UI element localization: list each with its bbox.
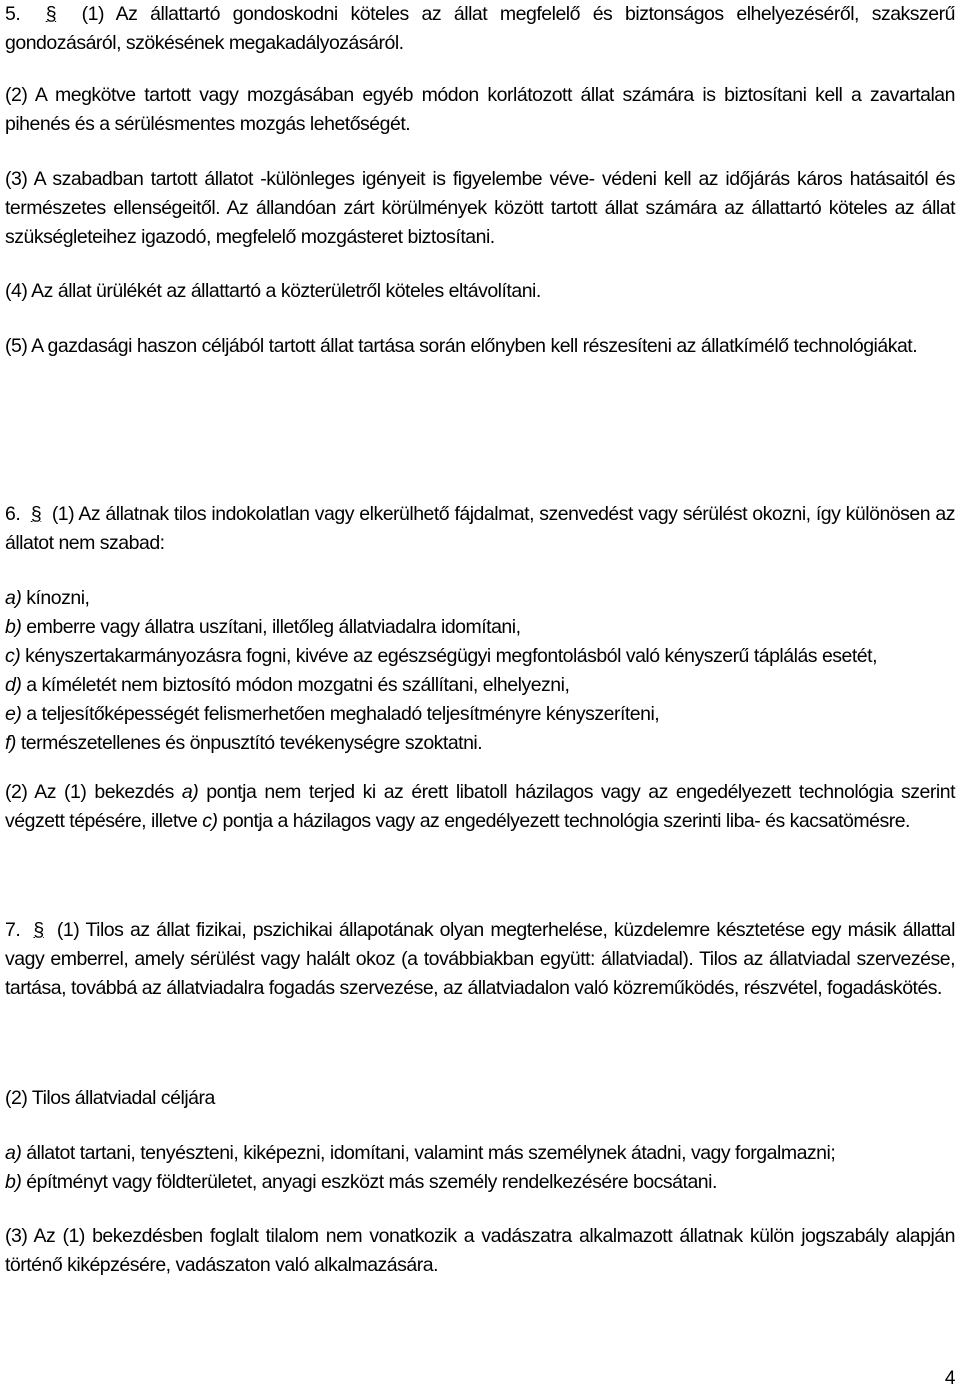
section-7-paragraph-1 — [5, 916, 955, 1003]
list-item: a) állatot tartani, tenyészteni, kiképezni, idomítani, valamint más személynek átadni, vagy forgalmazni; — [5, 1142, 836, 1164]
reference-c: c) — [202, 810, 218, 832]
section-5-paragraph-2 — [5, 81, 955, 139]
paragraph-text: (1) Tilos az állat fizikai, pszichikai állapotának olyan megterhelése, küzdelemre késztetése egy másik állattal vagy emberrel, amely sérülést vagy halált okoz (a továbbiakban együtt: állatviadal). Tilos az állatviadal szervezése, tartása, továbbá az állatviadalra fogadás szervezése, az állatviadalon való közreműködés, részvétel, fogadáskötés. — [5, 919, 955, 999]
paragraph-text: (1) Az állattartó gondoskodni köteles az állat megfelelő és biztonságos elhelyezéséről, szakszerű gondozásáról, szökésének megakadályozásáról. — [5, 3, 955, 54]
list-item: a) kínozni, — [5, 587, 90, 609]
reference-a: a) — [181, 781, 199, 803]
section-7-paragraph-3 — [5, 1222, 955, 1280]
section-5-paragraph-5 — [5, 332, 955, 361]
list-item: b) emberre vagy állatra uszítani, illetőleg állatviadalra idomítani, — [5, 616, 521, 638]
section-symbol: § — [30, 503, 42, 525]
section-number: 6. — [5, 503, 21, 525]
list-item: b) építményt vagy földterületet, anyagi eszközt más személy rendelkezésére bocsátani. — [5, 1171, 717, 1193]
section-6-paragraph-2: (2) Az (1) bekezdés a) pontja nem terjed ki az érett libatoll házilagos vagy az engedélyezett technológia szerint végzett tépésére, illetve c) pontja a házilagos vagy az engedélyezett technológia szerinti liba- és kacsatömésre. — [5, 781, 955, 832]
list-item: c) kényszertakarmányozásra fogni, kivéve az egészségügyi megfontolásból való kényszerű táplálás esetét, — [5, 645, 877, 667]
paragraph-text: (2) Tilos állatviadal céljára — [5, 1087, 215, 1109]
paragraph-text: (3) A szabadban tartott állatot -különleges igényeit is figyelembe véve- védeni kell az időjárás káros hatásaitól és természetes ellenségeitől. Az állandóan zárt körülmények között tartott állat számára az állattartó köteles az állat szükségleteihez igazodó, megfelelő mozgásteret biztosítani. — [5, 168, 955, 248]
page-number: 4 — [944, 1368, 955, 1389]
section-symbol: § — [33, 919, 44, 941]
section-5-paragraph-3 — [5, 165, 955, 252]
section-7-paragraph-2 — [5, 1084, 955, 1113]
paragraph-text: (3) Az (1) bekezdésben foglalt tilalom nem vonatkozik a vadászatra alkalmazott állatnak külön jogszabály alapján történő kiképzésére, vadászaton való alkalmazására. — [5, 1225, 955, 1276]
list-item: f) természetellenes és önpusztító tevékenységre szoktatni. — [5, 732, 483, 754]
section-6-list — [5, 584, 955, 758]
section-number: 5. — [5, 3, 21, 25]
paragraph-text: (4) Az állat ürülékét az állattartó a közterületről köteles eltávolítani. — [5, 280, 541, 302]
list-item: e) a teljesítőképességét felismerhetően meghaladó teljesítményre kényszeríteni, — [5, 703, 660, 725]
list-item: d) a kíméletét nem biztosító módon mozgatni és szállítani, elhelyezni, — [5, 674, 570, 696]
section-number: 7. — [5, 919, 21, 941]
section-symbol: § — [45, 3, 57, 25]
section-5-paragraph-1 — [5, 0, 955, 58]
paragraph-text: (1) Az állatnak tilos indokolatlan vagy elkerülhető fájdalmat, szenvedést vagy sérülést okozni, így különösen az állatot nem szabad: — [5, 503, 955, 554]
paragraph-text: (2) A megkötve tartott vagy mozgásában egyéb módon korlátozott állat számára is biztosítani kell a zavartalan pihenés és a sérülésmentes mozgás lehetőségét. — [5, 84, 955, 135]
paragraph-text: (5) A gazdasági haszon céljából tartott állat tartása során előnyben kell részesíteni az állatkímélő technológiákat. — [5, 335, 918, 357]
section-7-list — [5, 1139, 955, 1197]
section-5-paragraph-4 — [5, 277, 955, 306]
section-6-paragraph-1 — [5, 500, 955, 558]
